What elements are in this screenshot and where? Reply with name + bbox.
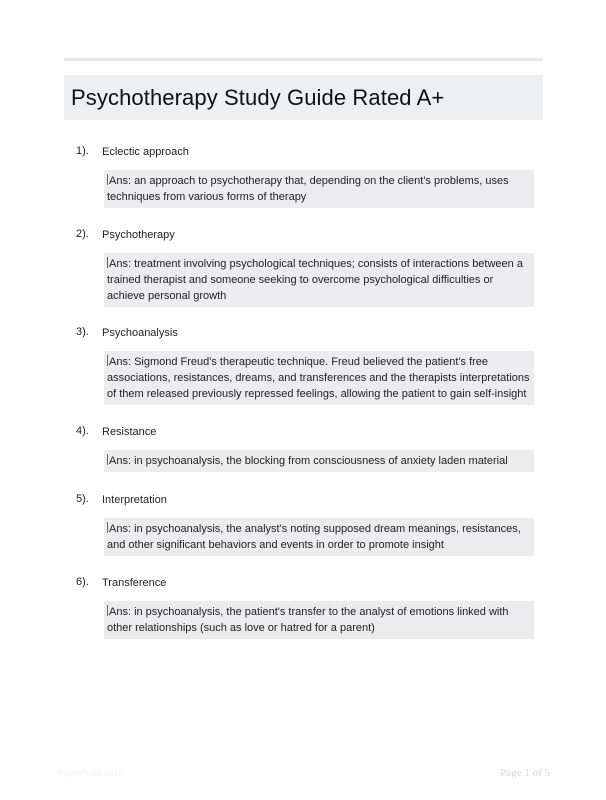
item-term: Resistance bbox=[102, 426, 157, 438]
item-term: Interpretation bbox=[102, 494, 167, 506]
answer-box bbox=[104, 450, 534, 472]
item-number: 1). bbox=[76, 145, 89, 157]
item-term: Transference bbox=[102, 577, 167, 589]
answer-box bbox=[104, 351, 534, 405]
answer-marker bbox=[107, 605, 108, 616]
answer-text: Ans: treatment involving psychological techniques; consists of interactions between a trained therapist and someone seeking to overcome psychological difficulties or achieve personal growth bbox=[107, 258, 523, 302]
answer-box bbox=[104, 170, 534, 208]
footer-watermark: Paperfolio.com bbox=[57, 768, 124, 779]
answer-text: Ans: an approach to psychotherapy that, depending on the client's problems, uses techniques from various forms of therapy bbox=[107, 175, 509, 203]
answer-box bbox=[104, 253, 534, 307]
answer-text: Ans: in psychoanalysis, the patient's transfer to the analyst of emotions linked with other relationships (such as love or hatred for a parent) bbox=[107, 606, 509, 634]
answer-text: Ans: Sigmond Freud's therapeutic technique. Freud believed the patient's free associations, resistances, dreams, and transferences and the therapists interpretations of them released previously repressed feelings, allowing the patient to gain self-insight bbox=[107, 356, 530, 400]
item-number: 2). bbox=[76, 228, 89, 240]
answer-box bbox=[104, 518, 534, 556]
page-number: Page 1 of 5 bbox=[500, 767, 550, 779]
answer-text: Ans: in psychoanalysis, the blocking from consciousness of anxiety laden material bbox=[109, 455, 508, 467]
page-title: Psychotherapy Study Guide Rated A+ bbox=[71, 84, 445, 110]
item-number: 6). bbox=[76, 576, 89, 588]
title-bar bbox=[64, 75, 543, 120]
answer-marker bbox=[107, 522, 108, 533]
item-number: 5). bbox=[76, 493, 89, 505]
answer-marker bbox=[107, 355, 108, 366]
answer-text: Ans: in psychoanalysis, the analyst's noting supposed dream meanings, resistances, and other significant behaviors and events in order to promote insight bbox=[107, 523, 521, 551]
item-number: 4). bbox=[76, 425, 89, 437]
item-term: Eclectic approach bbox=[102, 146, 189, 158]
top-rule bbox=[64, 58, 543, 61]
item-term: Psychotherapy bbox=[102, 229, 175, 241]
answer-marker bbox=[107, 454, 108, 465]
answer-marker bbox=[107, 174, 108, 185]
answer-box bbox=[104, 601, 534, 639]
item-term: Psychoanalysis bbox=[102, 327, 178, 339]
item-number: 3). bbox=[76, 326, 89, 338]
answer-marker bbox=[107, 257, 108, 268]
